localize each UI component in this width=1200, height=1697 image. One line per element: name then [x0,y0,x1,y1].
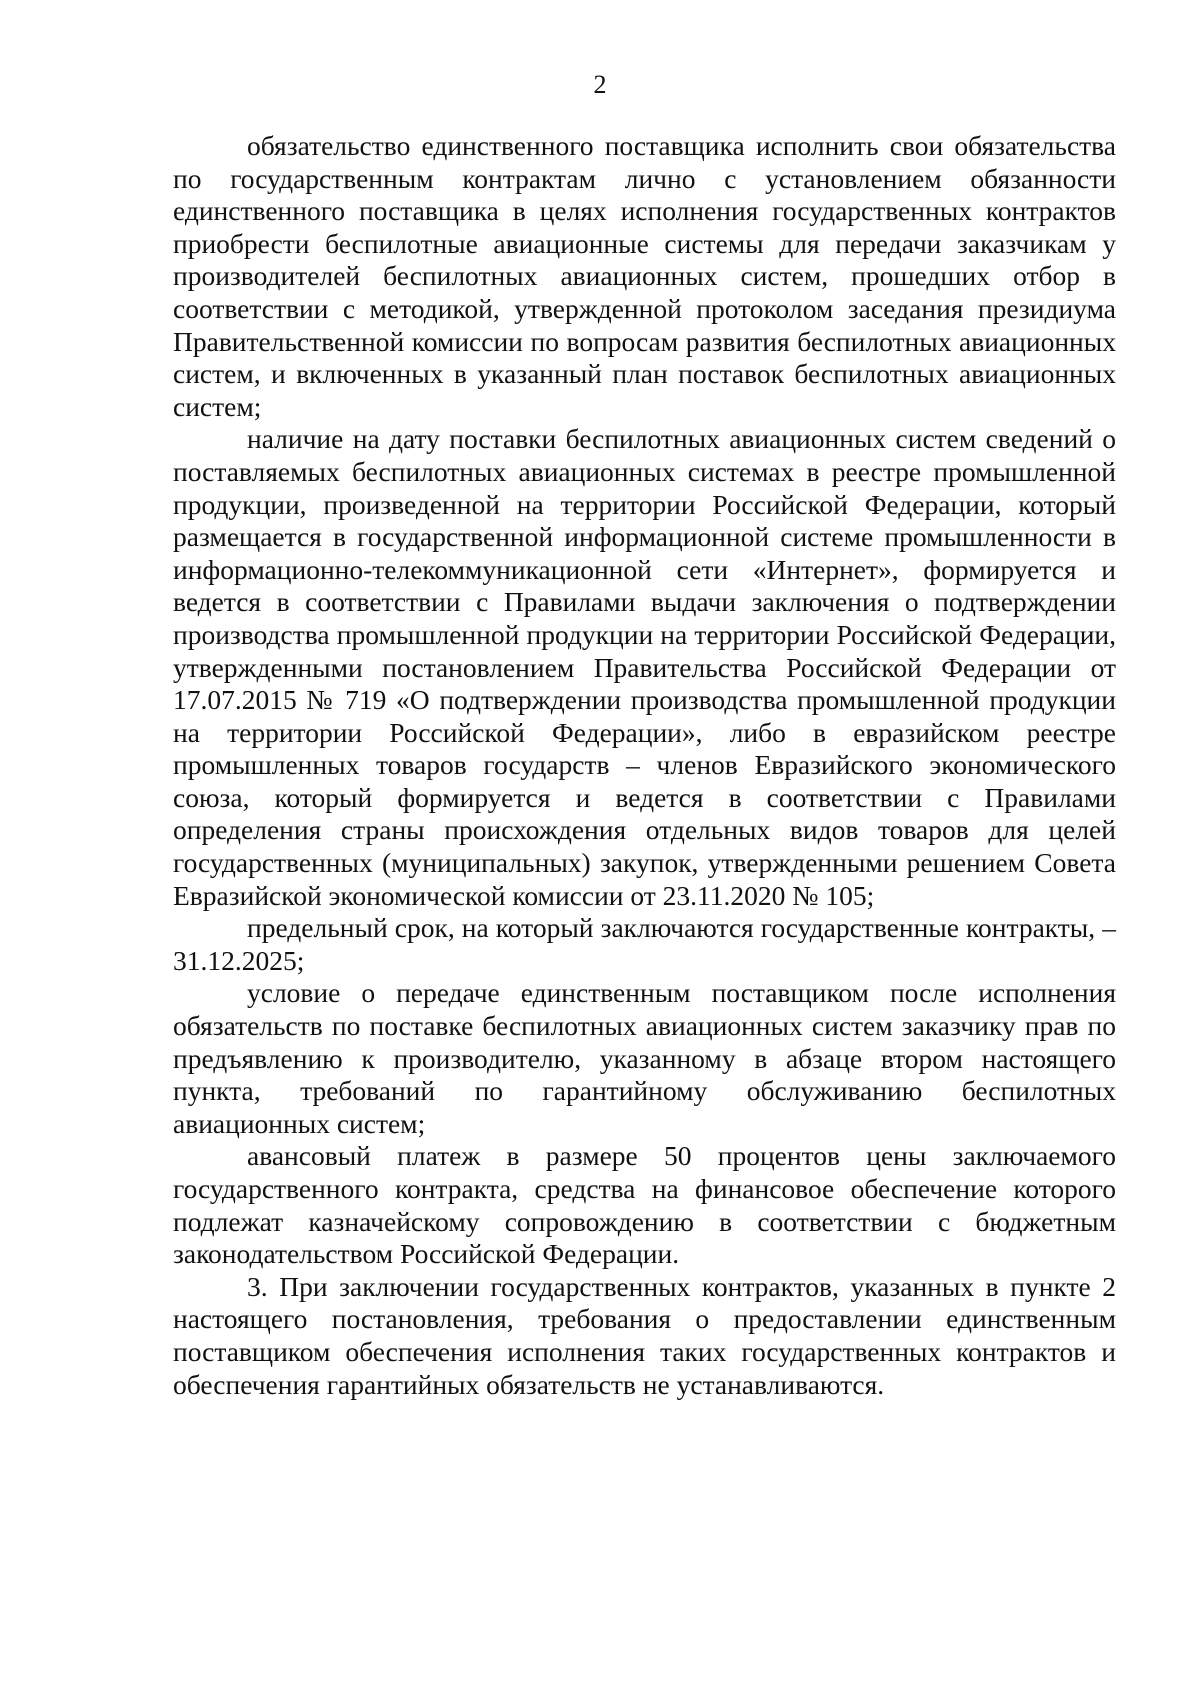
document-body [173,130,1116,1401]
paragraph-advance-payment: авансовый платеж в размере 50 процентов цены заключаемого государственного контракта, средства на финансовое обеспечение которого подлежат казначейскому сопровождению в соответствии с бюджетным законодательством Российской Федерации. [173,1140,1116,1270]
paragraph-registry-requirement: наличие на дату поставки беспилотных авиационных систем сведений о поставляемых беспилотных авиационных системах в реестре промышленной продукции, произведенной на территории Российской Федерации, который размещается в государственной информационной системе промышленности в информационно-телекоммуникационной сети «Интернет», формируется и ведется в соответствии с Правилами выдачи заключения о подтверждении производства промышленной продукции на территории Российской Федерации, утвержденными постановлением Правительства Российской Федерации от 17.07.2015 № 719 «О подтверждении производства промышленной продукции на территории Российской Федерации», либо в евразийском реестре промышленных товаров государств – членов Евразийского экономического союза, который формируется и ведется в соответствии с Правилами определения страны происхождения отдельных видов товаров для целей государственных (муниципальных) закупок, утвержденными решением Совета Евразийской экономической комиссии от 23.11.2020 № 105; [173,423,1116,911]
paragraph-point-3: 3. При заключении государственных контрактов, указанных в пункте 2 настоящего постановления, требования о предоставлении единственным поставщиком обеспечения исполнения таких государственных контрактов и обеспечения гарантийных обязательств не устанавливаются. [173,1270,1116,1400]
page-number: 2 [593,70,607,99]
paragraph-supplier-obligation: обязательство единственного поставщика исполнить свои обязательства по государственным контрактам лично с установлением обязанности единственного поставщика в целях исполнения государственных контрактов приобрести беспилотные авиационные системы для передачи заказчикам у производителей беспилотных авиационных систем, прошедших отбор в соответствии с методикой, утвержденной протоколом заседания президиума Правительственной комиссии по вопросам развития беспилотных авиационных систем, и включенных в указанный план поставок беспилотных авиационных систем; [173,130,1116,422]
paragraph-contract-deadline: предельный срок, на который заключаются государственные контракты, – 31.12.2025; [173,912,1116,976]
paragraph-warranty-rights: условие о передаче единственным поставщиком после исполнения обязательств по поставке беспилотных авиационных систем заказчику прав по предъявлению к производителю, указанному в абзаце втором настоящего пункта, требований по гарантийному обслуживанию беспилотных авиационных систем; [173,977,1116,1139]
